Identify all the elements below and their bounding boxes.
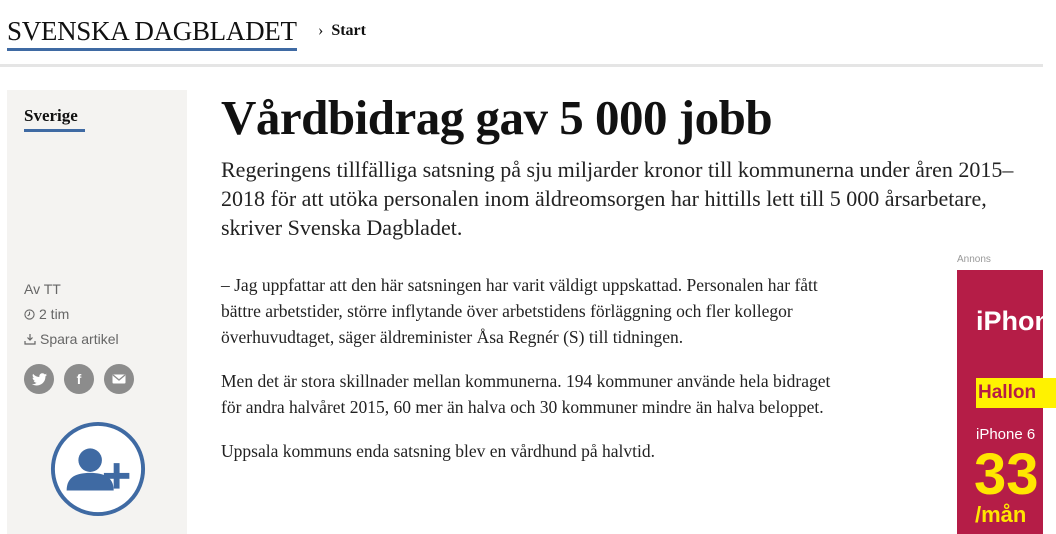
site-header [0,0,1043,64]
facebook-share-button[interactable] [64,364,94,394]
site-logo[interactable]: SVENSKA DAGBLADET [7,16,297,46]
body-paragraph: Uppsala kommuns enda satsning blev en vårdhund på halvtid. [221,441,656,461]
author-text: Av TT [24,281,61,297]
publish-time [24,306,69,322]
advertisement-banner[interactable] [957,270,1051,534]
share-buttons [24,364,134,394]
envelope-icon [112,374,126,384]
ad-brand: Hallon [978,382,1037,403]
time-text: 2 tim [39,306,70,322]
body-paragraph: – Jag uppfattar att den här satsningen har varit väldigt uppskattad. Personalen har fått bättre arbetstider, större inflytande över arbetstidens förläggning och fler kollegor överhuvudtaget, säger äldreminister Åsa Regnér (S) till tidningen. [221,275,818,347]
ad-price-unit: /mån [975,502,1027,527]
article-headline: Vårdbidrag gav 5 000 jobb [221,90,773,145]
facebook-icon: f [76,371,82,387]
ad-headline: iPhon [976,306,1051,336]
section-link[interactable]: Sverige [24,106,78,125]
ad-label: Annons [957,254,991,265]
section-underline [24,129,85,132]
save-article-button[interactable] [24,331,119,347]
breadcrumb [318,22,366,40]
article-body [221,272,841,482]
header-divider [0,64,1043,67]
ad-price: 33 [974,442,1039,507]
twitter-icon [32,373,47,386]
article-sidebar [7,90,187,534]
breadcrumb-start-link[interactable]: Start [331,22,366,39]
email-share-button[interactable] [104,364,134,394]
chevron-right-icon: › [318,22,324,39]
article-lead: Regeringens tillfälliga satsning på sju miljarder kronor till kommunerna under åren 2015–2018 för att utöka personalen inom äldreomsorgen har hittills lett till 5 000 årsarbetare, skriver Svenska Dagbladet. [221,157,1014,240]
add-user-icon[interactable] [49,420,147,518]
body-paragraph: Men det är stora skillnader mellan kommunerna. 194 kommuner använde hela bidraget för andra halvåret 2015, 60 mer än halva och 30 kommuner mindre än halva beloppet. [221,371,831,417]
logo-underline [7,48,297,51]
save-article-label: Spara artikel [40,331,119,347]
twitter-share-button[interactable] [24,364,54,394]
ad-yellow-band [976,378,1056,408]
download-icon [24,333,36,345]
clock-icon [24,309,35,320]
author-byline [24,281,61,297]
ad-product: iPhone 6 [976,426,1036,443]
